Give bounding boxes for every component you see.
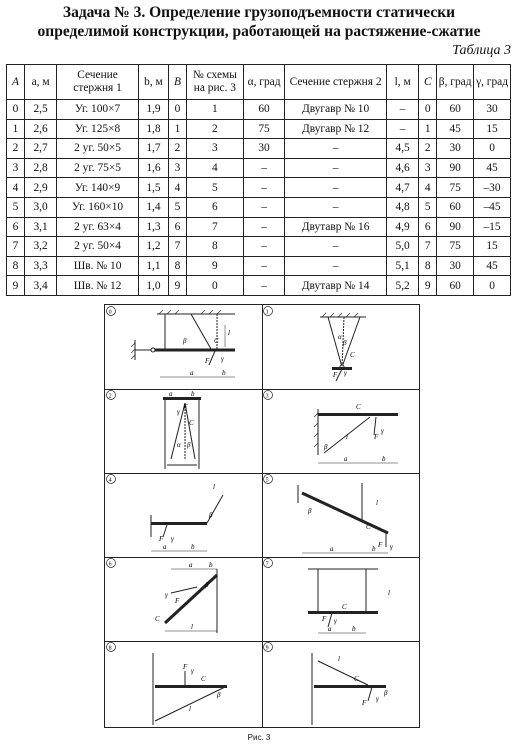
- table-cell: –: [243, 158, 284, 178]
- table-cell: 5: [186, 178, 243, 198]
- table-cell: 3,0: [24, 197, 56, 217]
- fig-label: C: [342, 603, 347, 611]
- header-scheme: № схемы на рис. 3: [186, 65, 243, 100]
- scheme-8: [105, 641, 262, 725]
- table-cell: 30: [437, 256, 474, 276]
- scheme-2: [105, 389, 262, 473]
- scheme-4: [105, 473, 262, 557]
- table-cell: –: [285, 256, 387, 276]
- fig-label: γ: [381, 427, 384, 435]
- fig-label: a: [190, 369, 194, 377]
- task-title: [0, 3, 518, 41]
- header-section-1: Сечение стержня 1: [57, 65, 139, 100]
- fig-label: C: [356, 403, 361, 411]
- fig-label: b: [372, 545, 376, 553]
- table-row: [7, 197, 511, 217]
- table-cell: 1,6: [138, 158, 168, 178]
- fig-label: b: [191, 543, 195, 551]
- fig-label: b: [382, 455, 386, 463]
- table-cell: 3: [169, 158, 187, 178]
- table-cell: 2,5: [24, 100, 56, 120]
- fig-label: γ: [376, 695, 379, 703]
- fig-label: b: [191, 390, 195, 398]
- table-cell: 4,5: [386, 139, 418, 159]
- fig-label: l: [338, 655, 340, 663]
- table-cell: 3: [419, 158, 437, 178]
- table-cell: 4,9: [386, 217, 418, 237]
- table-cell: 45: [474, 256, 511, 276]
- table-cell: –30: [474, 178, 511, 198]
- table-row: [7, 100, 511, 120]
- scheme-5: [262, 473, 419, 557]
- table-cell: 4: [186, 158, 243, 178]
- table-cell: Уг. 100×7: [57, 100, 139, 120]
- fig-label: F: [175, 597, 180, 605]
- fig-label: l: [213, 483, 215, 491]
- table-cell: Двутавр № 16: [285, 217, 387, 237]
- table-cell: 60: [437, 197, 474, 217]
- table-cell: 5: [7, 197, 25, 217]
- table-cell: 2: [7, 139, 25, 159]
- scheme-number: 9: [265, 645, 269, 652]
- fig-label: β: [205, 581, 209, 589]
- table-cell: 2 уг. 75×5: [57, 158, 139, 178]
- table-cell: 7: [7, 237, 25, 257]
- table-cell: 9: [419, 276, 437, 296]
- table-cell: Уг. 125×8: [57, 119, 139, 139]
- table-cell: 0: [7, 100, 25, 120]
- table-row: [7, 139, 511, 159]
- fig-label: a: [169, 390, 173, 398]
- table-cell: 3,1: [24, 217, 56, 237]
- table-cell: 1,3: [138, 217, 168, 237]
- table-cell: 2,6: [24, 119, 56, 139]
- fig-label: l: [191, 623, 193, 631]
- fig-label: F: [159, 535, 164, 543]
- scheme-1: [262, 305, 419, 389]
- header-section-2: Сечение стержня 2: [285, 65, 387, 100]
- table-cell: 4: [419, 178, 437, 198]
- table-cell: 1,5: [138, 178, 168, 198]
- table-cell: 1,0: [138, 276, 168, 296]
- table-cell: 2: [419, 139, 437, 159]
- scheme-number: 5: [265, 477, 269, 484]
- fig-label: C: [155, 615, 160, 623]
- fig-label: a: [163, 543, 167, 551]
- table-cell: 1,7: [138, 139, 168, 159]
- scheme-number: 0: [108, 309, 112, 316]
- table-row: [7, 158, 511, 178]
- header-b: b, м: [138, 65, 168, 100]
- fig-label: γ: [344, 369, 347, 377]
- fig-label: b: [222, 369, 226, 377]
- table-cell: Двугавр № 10: [285, 100, 387, 120]
- table-cell: Шв. № 12: [57, 276, 139, 296]
- parameters-table: [6, 64, 511, 296]
- table-cell: 2,7: [24, 139, 56, 159]
- table-cell: 0: [419, 100, 437, 120]
- table-cell: –: [243, 178, 284, 198]
- table-cell: 4,8: [386, 197, 418, 217]
- table-cell: 1: [186, 100, 243, 120]
- fig-label: β: [217, 691, 221, 699]
- fig-label: β: [384, 689, 388, 697]
- table-cell: 8: [7, 256, 25, 276]
- table-cell: 4,7: [386, 178, 418, 198]
- table-cell: 5,2: [386, 276, 418, 296]
- figure-caption: Рис. 3: [247, 733, 271, 742]
- header-a-variant: A: [7, 65, 25, 100]
- title-line-1: Задача № 3. Определение грузоподъемности статически: [62, 4, 456, 21]
- table-cell: 75: [243, 119, 284, 139]
- fig-label: l: [388, 589, 390, 597]
- table-cell: –45: [474, 197, 511, 217]
- table-cell: 45: [474, 158, 511, 178]
- table-cell: –: [386, 100, 418, 120]
- table-cell: –: [243, 197, 284, 217]
- table-cell: 1,4: [138, 197, 168, 217]
- header-gamma: γ, град: [474, 65, 511, 100]
- fig-label: b: [352, 625, 356, 633]
- table-cell: 3: [7, 158, 25, 178]
- table-cell: –15: [474, 217, 511, 237]
- table-cell: 5: [419, 197, 437, 217]
- table-cell: 1,9: [138, 100, 168, 120]
- scheme-9: [262, 641, 419, 725]
- table-cell: 6: [169, 217, 187, 237]
- table-cell: 1,1: [138, 256, 168, 276]
- fig-label: C: [189, 419, 194, 427]
- table-cell: 4: [169, 178, 187, 198]
- fig-label: F: [322, 615, 327, 623]
- scheme-3: [262, 389, 419, 473]
- table-cell: 60: [243, 100, 284, 120]
- table-cell: Двугавр № 12: [285, 119, 387, 139]
- scheme-number: 8: [108, 645, 112, 652]
- header-c-variant: C: [419, 65, 437, 100]
- table-cell: 9: [186, 256, 243, 276]
- fig-label: l: [189, 705, 191, 713]
- table-cell: 5: [169, 197, 187, 217]
- table-cell: 6: [419, 217, 437, 237]
- table-cell: 45: [437, 119, 474, 139]
- header-beta: β, град: [437, 65, 474, 100]
- fig-label: γ: [334, 617, 337, 625]
- table-cell: Шв. № 10: [57, 256, 139, 276]
- scheme-number: 4: [108, 477, 112, 484]
- header-b-variant: B: [169, 65, 187, 100]
- table-cell: 90: [437, 217, 474, 237]
- fig-label: β: [183, 337, 187, 345]
- fig-label: a: [189, 561, 193, 569]
- table-cell: 2,9: [24, 178, 56, 198]
- table-cell: 0: [474, 276, 511, 296]
- table-cell: 1: [7, 119, 25, 139]
- fig-label: C: [366, 523, 371, 531]
- table-cell: 6: [7, 217, 25, 237]
- table-cell: 75: [437, 237, 474, 257]
- table-cell: 3: [186, 139, 243, 159]
- fig-label: α: [338, 333, 342, 341]
- table-cell: 15: [474, 237, 511, 257]
- scheme-number: 3: [265, 393, 269, 400]
- table-row: [7, 276, 511, 296]
- table-cell: 90: [437, 158, 474, 178]
- fig-label: C: [354, 675, 359, 683]
- table-cell: –: [243, 256, 284, 276]
- table-cell: 2 уг. 50×5: [57, 139, 139, 159]
- fig-label: γ: [390, 543, 393, 551]
- table-row: [7, 119, 511, 139]
- fig-label: F: [374, 433, 379, 441]
- table-cell: –: [285, 139, 387, 159]
- fig-label: γ: [165, 591, 168, 599]
- table-cell: 4: [7, 178, 25, 198]
- table-cell: 5,0: [386, 237, 418, 257]
- fig-label: l: [376, 499, 378, 507]
- scheme-number: 2: [108, 393, 112, 400]
- header-l: l, м: [386, 65, 418, 100]
- fig-label: F: [378, 541, 383, 549]
- table-header-row: [7, 65, 511, 100]
- fig-label: l: [228, 329, 230, 337]
- fig-label: β: [324, 443, 328, 451]
- table-cell: 60: [437, 100, 474, 120]
- table-cell: Уг. 160×10: [57, 197, 139, 217]
- table-cell: 30: [243, 139, 284, 159]
- fig-label: β: [343, 339, 347, 347]
- table-cell: 4,6: [386, 158, 418, 178]
- table-cell: 2 уг. 63×4: [57, 217, 139, 237]
- fig-label: γ: [171, 535, 174, 543]
- table-cell: –: [285, 158, 387, 178]
- table-cell: –: [243, 217, 284, 237]
- header-a: a, м: [24, 65, 56, 100]
- table-cell: 8: [186, 237, 243, 257]
- fig-label: a: [328, 625, 332, 633]
- table-cell: –: [243, 237, 284, 257]
- table-label: Таблица 3: [452, 43, 511, 58]
- fig-label: F: [183, 403, 188, 411]
- table-cell: 30: [474, 100, 511, 120]
- table-cell: 0: [474, 139, 511, 159]
- table-cell: 1: [169, 119, 187, 139]
- scheme-6: [105, 557, 262, 641]
- scheme-number: 1: [265, 309, 269, 316]
- table-cell: 2: [169, 139, 187, 159]
- fig-label: a: [330, 545, 334, 553]
- table-cell: 7: [186, 217, 243, 237]
- table-cell: 0: [186, 276, 243, 296]
- fig-label: C: [214, 337, 219, 345]
- table-cell: 2,8: [24, 158, 56, 178]
- table-cell: 60: [437, 276, 474, 296]
- table-cell: 0: [169, 100, 187, 120]
- title-line-2: определимой конструкции, работающей на растяжение-сжатие: [37, 23, 481, 40]
- table-cell: Уг. 140×9: [57, 178, 139, 198]
- table-cell: 6: [186, 197, 243, 217]
- figure-panel: [104, 304, 420, 728]
- scheme-7: [262, 557, 419, 641]
- table-cell: 7: [169, 237, 187, 257]
- table-cell: –: [285, 178, 387, 198]
- table-cell: 8: [419, 256, 437, 276]
- fig-label: β: [187, 441, 191, 449]
- scheme-0: [105, 305, 262, 389]
- fig-label: β: [209, 511, 213, 519]
- table-cell: 7: [419, 237, 437, 257]
- fig-label: F: [362, 699, 367, 707]
- table-cell: 5,1: [386, 256, 418, 276]
- fig-label: γ: [177, 408, 180, 416]
- table-cell: Двутавр № 14: [285, 276, 387, 296]
- table-cell: 1: [419, 119, 437, 139]
- fig-label: C: [350, 351, 355, 359]
- fig-label: a: [344, 455, 348, 463]
- fig-label: γ: [191, 667, 194, 675]
- table-cell: 1,2: [138, 237, 168, 257]
- fig-label: F: [183, 663, 188, 671]
- table-cell: 15: [474, 119, 511, 139]
- table-cell: –: [243, 276, 284, 296]
- table-cell: 30: [437, 139, 474, 159]
- fig-label: C: [201, 675, 206, 683]
- table-cell: 1,8: [138, 119, 168, 139]
- table-cell: 75: [437, 178, 474, 198]
- table-cell: –: [386, 119, 418, 139]
- table-cell: 9: [169, 276, 187, 296]
- table-cell: 3,2: [24, 237, 56, 257]
- fig-label: γ: [221, 355, 224, 363]
- table-cell: –: [285, 237, 387, 257]
- fig-label: F: [333, 371, 338, 379]
- table-row: [7, 237, 511, 257]
- fig-label: F: [205, 357, 210, 365]
- table-cell: 8: [169, 256, 187, 276]
- fig-label: b: [209, 561, 213, 569]
- fig-label: l: [346, 433, 348, 441]
- fig-label: β: [308, 507, 312, 515]
- table-cell: 2: [186, 119, 243, 139]
- scheme-number: 6: [108, 561, 112, 568]
- table-row: [7, 256, 511, 276]
- table-row: [7, 178, 511, 198]
- table-cell: 9: [7, 276, 25, 296]
- table-cell: 3,4: [24, 276, 56, 296]
- table-row: [7, 217, 511, 237]
- header-alpha: α, град: [243, 65, 284, 100]
- table-cell: 2 уг. 50×4: [57, 237, 139, 257]
- table-cell: –: [285, 197, 387, 217]
- table-cell: 3,3: [24, 256, 56, 276]
- scheme-number: 7: [265, 561, 269, 568]
- fig-label: α: [177, 441, 181, 449]
